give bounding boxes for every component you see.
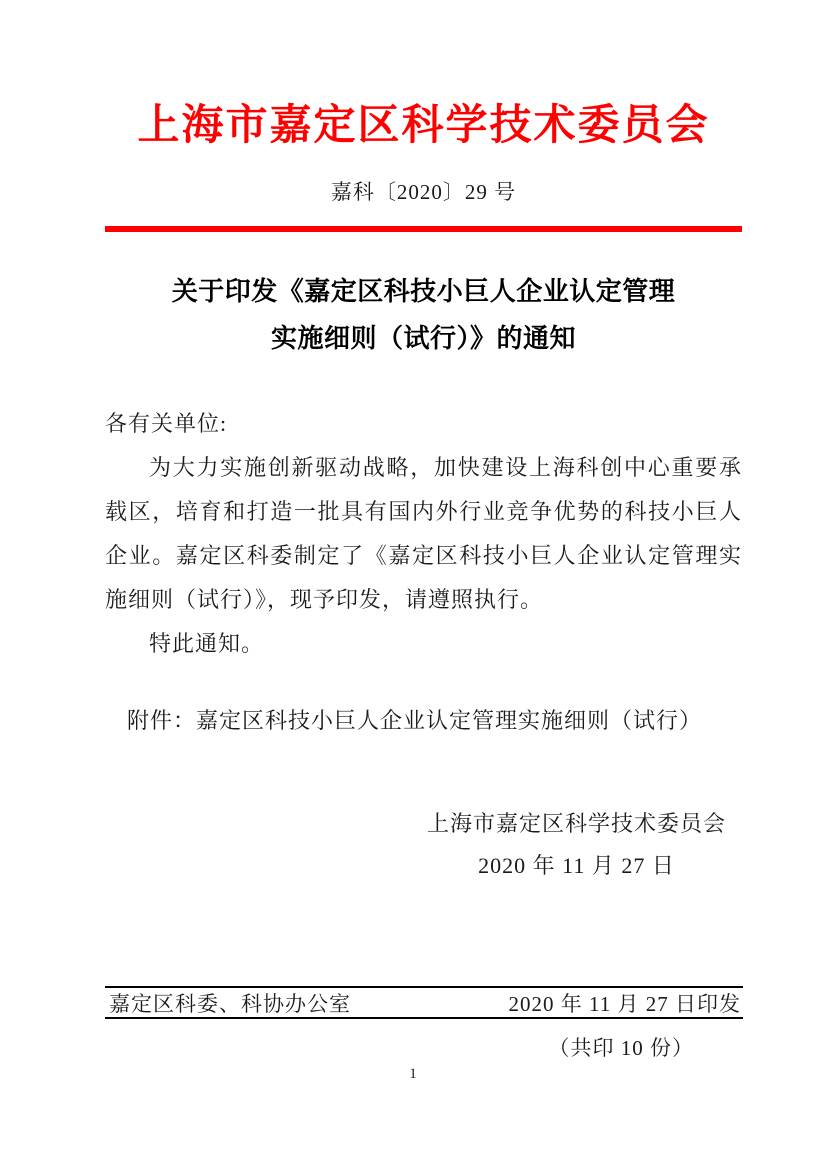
issuing-office: 嘉定区科委、科协办公室 xyxy=(109,991,351,1016)
page-number: 1 xyxy=(409,1066,417,1082)
attachment-line: 附件：嘉定区科技小巨人企业认定管理实施细则（试行） xyxy=(127,708,703,733)
body-paragraph-2: 特此通知。 xyxy=(149,631,265,656)
notice-title-line2: 实施细则（试行）》的通知 xyxy=(270,324,576,353)
signature-inner xyxy=(427,803,726,887)
notice-body xyxy=(105,402,742,666)
print-date: 2020 年 11 月 27 日印发 xyxy=(508,991,741,1016)
signature-block xyxy=(105,803,742,887)
document-number: 嘉科〔2020〕29 号 xyxy=(330,180,517,204)
document-content xyxy=(105,0,742,887)
salutation: 各有关单位: xyxy=(105,411,228,436)
notice-title xyxy=(105,268,742,362)
signature-agency: 上海市嘉定区科学技术委员会 xyxy=(426,811,726,836)
red-divider-line xyxy=(105,226,742,232)
notice-title-line1: 关于印发《嘉定区科技小巨人企业认定管理 xyxy=(171,277,676,306)
agency-header-title: 上海市嘉定区科学技术委员会 xyxy=(137,103,710,149)
copies-note: （共印 10 份） xyxy=(548,1036,694,1060)
body-paragraph-1: 为大力实施创新驱动战略，加快建设上海科创中心重要承载区，培育和打造一批具有国内外行业竞争优势的科技小巨人企业。嘉定区科委制定了《嘉定区科技小巨人企业认定管理实施细则（试行）》，现予印发，请遵照执行。 xyxy=(105,455,742,612)
signature-date: 2020 年 11 月 27 日 xyxy=(478,853,675,878)
footer-rule-table xyxy=(105,986,743,1019)
